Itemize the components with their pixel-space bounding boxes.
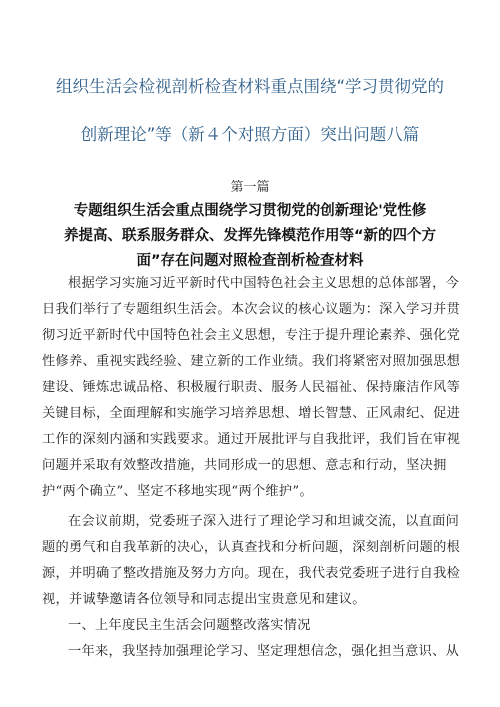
- paragraph-line: 建设、锤炼忠诚品格、积极履行职责、服务人民福祉、保持廉洁作风等: [42, 380, 461, 395]
- paragraph-line: 护“两个确立”、坚定不移地实现“两个维护”。: [42, 484, 313, 499]
- paragraph-line: 题的勇气和自我革新的决心，认真查找和分析问题，深刻剖析问题的根: [42, 540, 461, 555]
- paragraph-line: 根据学习实施习近平新时代中国特色社会主义思想的总体部署，今: [68, 276, 460, 291]
- paragraph-line: 源，并明确了整改措施及努力方向。现在，我代表党委班子进行自我检: [42, 566, 461, 581]
- subtitle-line-2: 养提高、联系服务群众、发挥先锋模范作用等“新的四个方: [63, 228, 437, 244]
- paragraph-line: 问题并采取有效整改措施，共同形成一的思想、意志和行动，坚决拥: [42, 458, 447, 473]
- section-label: 第一篇: [230, 180, 270, 195]
- paragraph-line: 工作的深刻内涵和实践要求。通过开展批评与自我批评，我们旨在审视: [42, 432, 461, 447]
- paragraph-line: 性修养、重视实践经验、建立新的工作业绩。我们将紧密对照加强思想: [42, 354, 461, 369]
- paragraph-line: 视，并诚挚邀请各位领导和同志提出宝贵意见和建议。: [42, 592, 366, 607]
- paragraph-line: 日我们举行了专题组织生活会。本次会议的核心议题为：深入学习并贯: [42, 302, 461, 317]
- subtitle-line-1: 专题组织生活会重点围绕学习贯彻党的创新理论'党性修: [73, 203, 427, 219]
- paragraph-line: 关键目标，全面理解和实施学习培养思想、增长智慧、正风肃纪、促进: [42, 406, 461, 421]
- document-title-line-2: 创新理论”等（新４个对照方面）突出问题八篇: [80, 125, 420, 144]
- section-heading: 一、上年度民主生活会问题整改落实情况: [68, 618, 311, 633]
- paragraph-line: 彻习近平新时代中国特色社会主义思想，专注于提升理论素养、强化党: [42, 328, 461, 343]
- paragraph-line: 在会议前期，党委班子深入进行了理论学习和坦诚交流，以直面问: [68, 514, 460, 529]
- paragraph-line: 一年来，我坚持加强理论学习、坚定理想信念，强化担当意识、从: [68, 644, 460, 659]
- document-title-line-1: 组织生活会检视剖析检查材料重点围绕“学习贯彻党的: [55, 77, 445, 96]
- subtitle-line-3: 面”存在问题对照检查剖析检查材料: [136, 253, 364, 269]
